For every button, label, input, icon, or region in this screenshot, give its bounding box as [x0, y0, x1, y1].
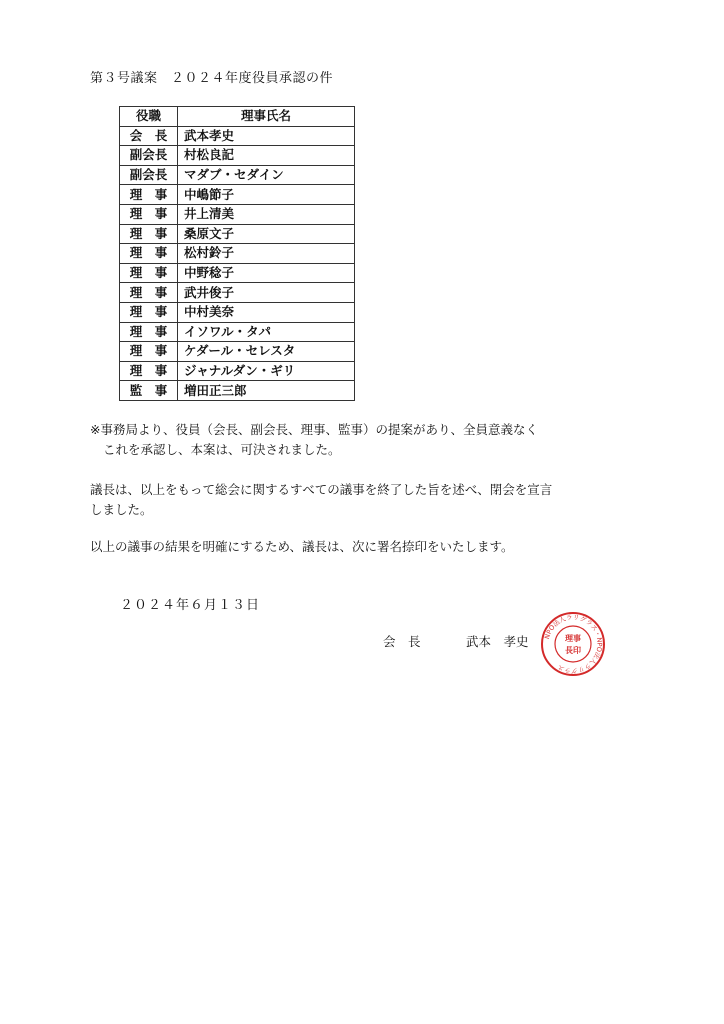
header-name: 理事氏名: [178, 107, 355, 127]
name-cell: マダブ・セダイン: [178, 165, 355, 185]
role-cell: 理 事: [120, 263, 178, 283]
role-cell: 監 事: [120, 381, 178, 401]
role-cell: 理 事: [120, 361, 178, 381]
table-row: [120, 342, 355, 362]
document-date: ２０２４年６月１３日: [120, 598, 261, 613]
table-header-row: [120, 107, 355, 127]
name-cell: 桑原文子: [178, 224, 355, 244]
role-cell: 副会長: [120, 165, 178, 185]
role-cell: 理 事: [120, 204, 178, 224]
role-cell: 理 事: [120, 342, 178, 362]
name-cell: 増田正三郎: [178, 381, 355, 401]
table-row: [120, 224, 355, 244]
table-row: [120, 126, 355, 146]
role-cell: 理 事: [120, 224, 178, 244]
note-line-1: ※事務局より、役員（会長、副会長、理事、監事）の提案があり、全員意義なく: [90, 422, 538, 437]
table-row: [120, 244, 355, 264]
name-cell: 武井俊子: [178, 283, 355, 303]
name-cell: 中村美奈: [178, 302, 355, 322]
name-cell: 井上清美: [178, 204, 355, 224]
table-row: [120, 204, 355, 224]
name-cell: 村松良記: [178, 146, 355, 166]
name-cell: ジャナルダン・ギリ: [178, 361, 355, 381]
signatory-role: 会 長: [383, 634, 421, 649]
role-cell: 副会長: [120, 146, 178, 166]
role-cell: 理 事: [120, 244, 178, 264]
signatory-name: 武本 孝史: [466, 634, 529, 649]
role-cell: 理 事: [120, 283, 178, 303]
closing-line-2: しました。: [90, 502, 153, 517]
name-cell: 中嶋節子: [178, 185, 355, 205]
role-cell: 理 事: [120, 302, 178, 322]
table-row: [120, 283, 355, 303]
seal-inner-top: 理事: [565, 634, 581, 643]
name-cell: 中野稔子: [178, 263, 355, 283]
table-row: [120, 146, 355, 166]
record-statement: 以上の議事の結果を明確にするため、議長は、次に署名捺印をいたします。: [90, 539, 514, 554]
seal-inner-ring: [555, 626, 591, 662]
name-cell: イソワル・タパ: [178, 322, 355, 342]
name-cell: 松村鈴子: [178, 244, 355, 264]
header-role: 役職: [120, 107, 178, 127]
role-cell: 理 事: [120, 322, 178, 342]
table-row: [120, 263, 355, 283]
table-row: [120, 185, 355, 205]
seal-stamp-icon: [540, 611, 606, 677]
seal-outer-ring: [542, 613, 604, 675]
table-row: [120, 381, 355, 401]
table-row: [120, 322, 355, 342]
seal-inner-bottom: 長印: [565, 646, 581, 655]
table-row: [120, 361, 355, 381]
role-cell: 理 事: [120, 185, 178, 205]
table-row: [120, 302, 355, 322]
closing-line-1: 議長は、以上をもって総会に関するすべての議事を終了した旨を述べ、閉会を宣言: [90, 482, 553, 497]
seal-outer-text: NPO法人ラリグラス・NPO法人ラリグラス: [543, 613, 604, 675]
officers-table: [119, 106, 355, 401]
name-cell: ケダール・セレスタ: [178, 342, 355, 362]
table-row: [120, 165, 355, 185]
note-line-2: これを承認し、本案は、可決されました。: [103, 442, 341, 457]
name-cell: 武本孝史: [178, 126, 355, 146]
role-cell: 会 長: [120, 126, 178, 146]
agenda-heading: 第３号議案 ２０２４年度役員承認の件: [90, 71, 334, 86]
